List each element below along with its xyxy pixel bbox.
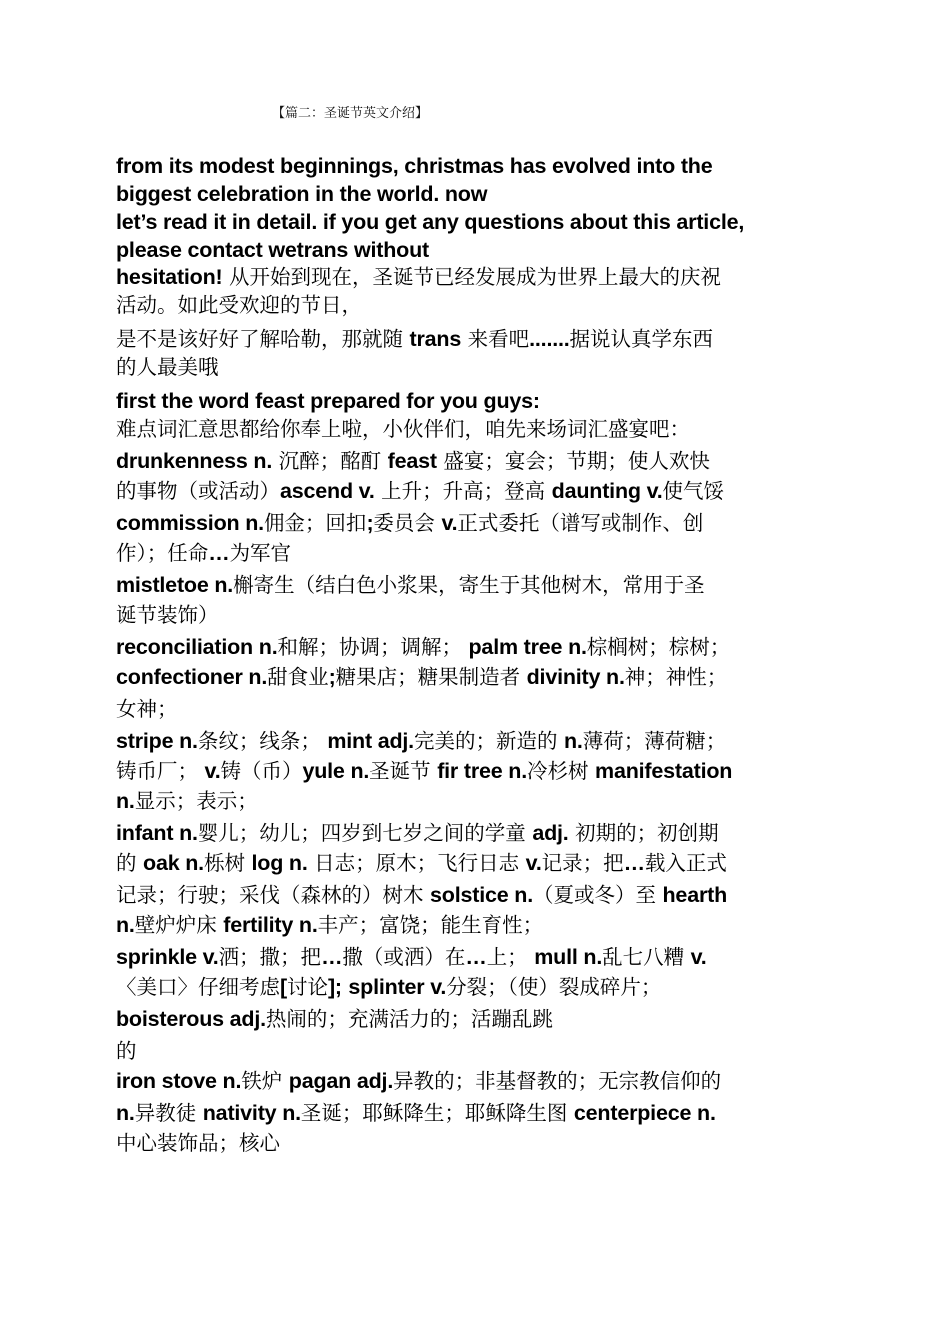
text-run: 日志；原木；飞行日志 [307,851,526,875]
text-line [116,571,846,599]
bold-term: first the word feast prepared for you guys: [116,389,540,413]
bold-term: … [321,945,343,969]
text-run: 分裂；（使）裂成碎片； [446,975,662,999]
text-line [116,180,846,208]
text-run: 铁炉 [241,1069,289,1093]
text-line [116,663,846,691]
text-run: 丰产；富饶；能生育性； [317,913,544,937]
text-line [116,973,846,1001]
bold-term: reconciliation n. [116,635,278,659]
text-run: 记录；把 [541,851,624,875]
text-run: 委员会 [373,511,442,535]
bold-term: hesitation! [116,265,223,289]
bold-term: v. [690,945,707,969]
text-run: 糖果店；糖果制造者 [335,665,527,689]
bold-term: divinity n. [526,665,625,689]
text-line [116,152,846,180]
bold-term: infant n. [116,821,198,845]
text-run: 冷杉树 [527,759,596,783]
bold-term: ]; [327,975,342,999]
bold-term: palm tree n. [468,635,587,659]
bold-term: please contact wetrans without [116,238,429,262]
text-line [116,1129,846,1157]
text-line [116,727,846,755]
bold-term: fertility n. [223,913,318,937]
text-line [116,757,846,785]
text-line [116,353,846,381]
text-run: 女神； [116,697,178,721]
text-line [116,509,846,537]
text-run: 铸（币） [220,759,303,783]
bold-term: … [623,851,645,875]
bold-term: boisterous adj. [116,1007,266,1031]
bold-term: n. [116,1101,135,1125]
text-run: 记录；行驶；采伐（森林的）树木 [116,883,431,907]
bold-term: oak n. [143,851,204,875]
bold-term: solstice n. [430,883,533,907]
text-run: 来看吧 [461,327,530,351]
text-run: 异教徒 [134,1101,203,1125]
bold-term: v. [204,759,221,783]
bold-term: mint adj. [327,729,414,753]
text-run: 铸币厂； [116,759,205,783]
bold-term: feast [387,449,437,473]
text-run: 是不是该好好了解哈勒，那就随 [116,327,410,351]
text-line [116,849,846,877]
bold-term: nativity n. [202,1101,301,1125]
text-run: 壁炉炉床 [134,913,224,937]
text-run: 洒；撒；把 [218,945,322,969]
bold-term: v. [525,851,542,875]
text-run: 棕榈树；棕树； [586,635,731,659]
text-line [116,291,846,319]
text-run: （夏或冬）至 [532,883,663,907]
section-heading: 【篇二：圣诞节英文介绍】 [272,106,429,121]
text-line [116,447,846,475]
text-line [116,881,846,909]
bold-term: trans [409,327,462,351]
text-run: 的 [116,1039,137,1063]
text-run: 撒（或洒）在 [342,945,466,969]
text-run: 盛宴；宴会；节期；使人欢快 [436,449,710,473]
text-run: 的 [116,851,144,875]
bold-term: … [465,945,487,969]
bold-term: n. [116,913,135,937]
text-run: 初期的；初创期 [568,821,719,845]
text-run: 上； [486,945,535,969]
text-run: 圣诞节 [369,759,438,783]
text-run: 条纹；线条； [197,729,328,753]
bold-term: daunting v. [551,479,663,503]
text-line [116,819,846,847]
bold-term: ; [328,665,336,689]
text-run: 神；神性； [624,665,728,689]
text-run: 佣金；回扣 [263,511,367,535]
text-line [116,601,846,629]
bold-term: splinter v. [348,975,447,999]
text-run: 婴儿；幼儿；四岁到七岁之间的学童 [197,821,533,845]
text-line [116,387,846,415]
bold-term: biggest celebration in the world. now [116,182,488,206]
text-run: 的人最美哦 [116,355,219,379]
text-line [116,477,846,505]
text-run: 〈美口〉仔细考虑 [116,975,280,999]
text-run: 从开始到现在，圣诞节已经发展成为世界上最大的庆祝 [222,265,722,289]
bold-term: let’s read it in detail. if you get any questions about this article, [116,210,745,234]
bold-term: v. [441,511,458,535]
bold-term: commission n. [116,511,264,535]
bold-term: log n. [251,851,308,875]
text-run: 作）；任命 [116,541,209,565]
bold-term: stripe n. [116,729,198,753]
text-run: 完美的；新造的 [413,729,564,753]
text-run: 据说认真学东西 [569,327,714,351]
text-line [116,787,846,815]
text-run: 薄荷；薄荷糖； [582,729,727,753]
text-run: 甜食业 [267,665,329,689]
text-run: 异教的；非基督教的；无宗教信仰的 [393,1069,722,1093]
text-line [116,208,846,236]
text-line [116,236,846,264]
text-run: 活动。如此受欢迎的节日， [116,293,362,317]
text-line [116,1099,846,1127]
bold-term: … [208,541,230,565]
bold-term: mistletoe n. [116,573,234,597]
text-line [116,633,846,661]
bold-term: ....... [529,327,570,351]
bold-term: sprinkle v. [116,945,219,969]
bold-term: confectioner n. [116,665,268,689]
text-line [116,943,846,971]
bold-term: n. [116,789,135,813]
bold-term: pagan adj. [288,1069,394,1093]
text-line [116,1067,846,1095]
text-line [116,539,846,567]
text-line [116,325,846,353]
text-run: 显示；表示； [134,789,258,813]
bold-term: fir tree n. [437,759,527,783]
text-line [116,415,846,443]
text-run: 载入正式 [644,851,727,875]
text-run: 和解；协调；调解； [277,635,469,659]
bold-term: ; [366,511,374,535]
bold-term: drunkenness n. [116,449,273,473]
bold-term: from its modest beginnings, christmas has evolved into the [116,154,713,178]
text-run: 中心装饰品；核心 [116,1131,280,1155]
bold-term: yule n. [302,759,370,783]
text-run: 乱七八糟 [602,945,691,969]
text-run: 上升；升高；登高 [374,479,552,503]
bold-term: iron stove n. [116,1069,242,1093]
bold-term: mull n. [534,945,603,969]
text-run: 讨论 [286,975,328,999]
bold-term: n. [563,729,583,753]
text-run: 沉醉；酩酊 [272,449,388,473]
text-run: 使气馁 [662,479,725,503]
text-run: 圣诞；耶稣降生；耶稣降生图 [300,1101,574,1125]
text-run: 栎树 [203,851,252,875]
text-run: 正式委托（谱写或制作、创 [457,511,704,535]
bold-term: manifestation [595,759,733,783]
text-run: 难点词汇意思都给你奉上啦，小伙伴们，咱先来场词汇盛宴吧： [116,417,690,441]
bold-term: adj. [532,821,569,845]
bold-term: centerpiece n. [573,1101,716,1125]
bold-term: [ [280,975,287,999]
text-run: 的事物（或活动） [116,479,280,503]
text-line [116,263,846,291]
text-run: 诞节装饰） [116,603,219,627]
text-run: 热闹的；充满活力的；活蹦乱跳 [265,1007,553,1031]
text-line [116,695,846,723]
text-line [116,911,846,939]
text-run: 槲寄生（结白色小浆果，寄生于其他树木，常用于圣 [233,573,705,597]
text-run: 为军官 [229,541,292,565]
text-line [116,1005,846,1033]
bold-term: hearth [662,883,728,907]
text-line [116,1037,846,1065]
bold-term: ascend v. [280,479,375,503]
